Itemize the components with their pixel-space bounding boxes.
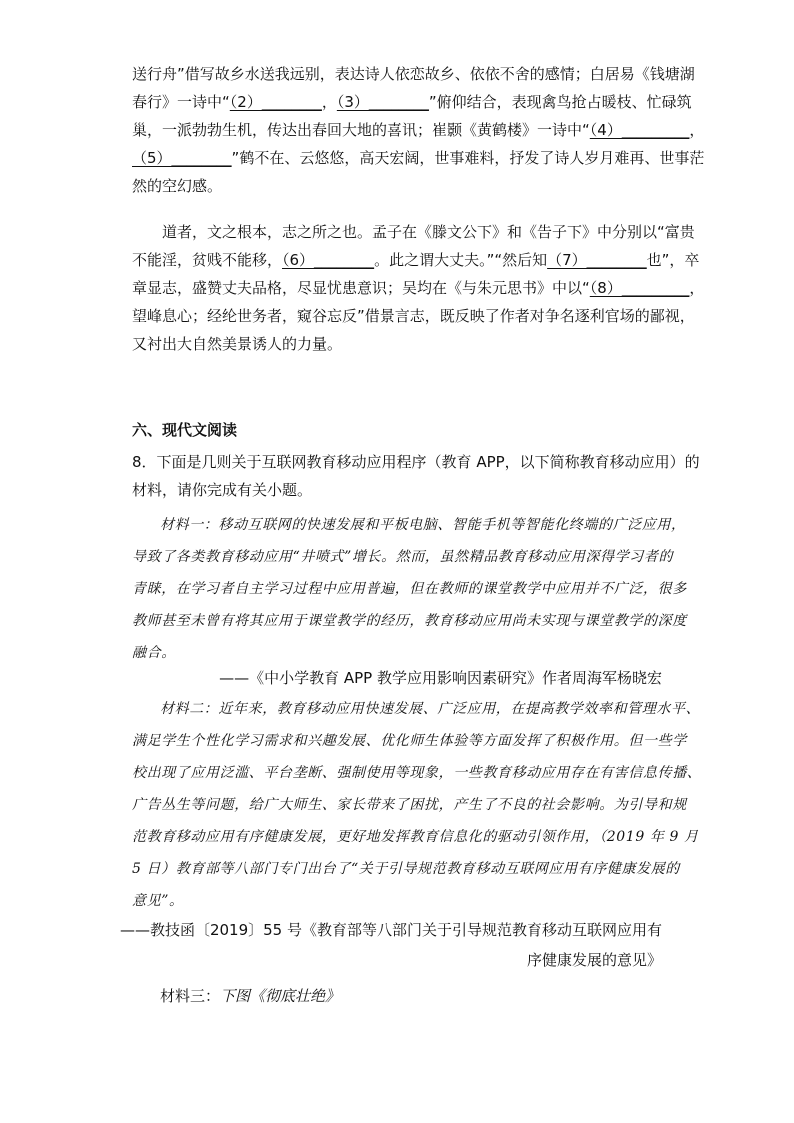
text-run: ， bbox=[321, 93, 337, 111]
text-line: 5 日）教育部等八部门专门出台了“关于引导规范教育移动互联网应用有序健康发展的 bbox=[132, 861, 680, 877]
material-two bbox=[132, 693, 702, 917]
text-line: 材料，请你完成有关小题。 bbox=[132, 481, 313, 499]
text-line: 材料二：近年来，教育移动应用快速发展、广泛应用，在提高教学效率和管理水平、 bbox=[160, 701, 701, 717]
text-line: 意见”。 bbox=[132, 893, 184, 909]
material-one-source: ——《中小学教育 APP 教学应用影响因素研究》作者周海军杨晓宏 bbox=[219, 669, 662, 687]
blank-2: （2）________ bbox=[229, 93, 322, 111]
text-run: ， bbox=[689, 279, 705, 297]
text-line: 范教育移动应用有序健康发展，更好地发挥教育信息化的驱动引领作用，（2019 年 9 月 bbox=[132, 829, 699, 845]
text-line: 然的空幻感。 bbox=[132, 177, 223, 195]
text-line: 又衬出大自然美景诱人的力量。 bbox=[132, 335, 343, 353]
text-line: 望峰息心；经纶世务者，窥谷忘反”借景言志，既反映了作者对争名逐利官场的鄙视， bbox=[132, 307, 695, 325]
text-line: 广告丛生等问题，给广大师生、家长带来了困扰，产生了不良的社会影响。为引导和规 bbox=[132, 797, 687, 813]
text-run: 不能淫，贫贱不能移， bbox=[132, 251, 283, 269]
text-run: 春行》一诗中“ bbox=[132, 93, 230, 111]
text-run: ”俯仰结合，表现禽鸟抢占暖枝、忙碌筑 bbox=[428, 93, 692, 111]
blank-8: （8）_________ bbox=[589, 279, 690, 297]
text-line: 8．下面是几则关于互联网教育移动应用程序（教育 APP，以下简称教育移动应用）的 bbox=[132, 453, 700, 471]
text-line: 校出现了应用泛滥、平台垄断、强制使用等现象，一些教育移动应用存在有害信息传播、 bbox=[132, 765, 702, 781]
blank-6: （6）________ bbox=[282, 251, 375, 269]
text-line bbox=[132, 144, 705, 172]
text-line: 融合。 bbox=[132, 645, 176, 661]
blank-3: （3）________ bbox=[336, 93, 429, 111]
text-line bbox=[132, 116, 705, 144]
text-line: 教师甚至未曾有将其应用于课堂教学的经历，教育移动应用尚未实现与课堂教学的深度 bbox=[132, 613, 687, 629]
text-line bbox=[132, 274, 705, 302]
blank-5: （5）________ bbox=[132, 149, 232, 167]
question-intro bbox=[132, 448, 700, 504]
text-line: 青睐，在学习者自主学习过程中应用普遍，但在教师的课堂教学中应用并不广泛，很多 bbox=[132, 581, 687, 597]
text-line: 送行舟”借写故乡水送我远别，表达诗人依恋故乡、依依不舍的感情；白居易《钱塘湖 bbox=[132, 65, 695, 83]
material-three-caption: 下图《彻底壮绝》 bbox=[220, 987, 341, 1005]
material-two-source-line2: 序健康发展的意见》 bbox=[526, 951, 662, 969]
text-line: 满足学生个性化学习需求和兴趣发展、优化师生体验等方面发挥了积极作用。但一些学 bbox=[132, 733, 687, 749]
text-line bbox=[132, 88, 692, 116]
section-title: 六、现代文阅读 bbox=[132, 421, 238, 439]
text-line: 材料一：移动互联网的快速发展和平板电脑、智能手机等智能化终端的广泛应用， bbox=[160, 517, 686, 533]
text-run: ”鹤不在、云悠悠，高天宏阔，世事难料，抒发了诗人岁月难再、世事茫 bbox=[231, 149, 705, 167]
text-line: 道者，文之根本，志之所之也。孟子在《滕文公下》和《告子下》中分别以“富贵 bbox=[162, 223, 695, 241]
blank-4: （4）_________ bbox=[589, 121, 690, 139]
text-line bbox=[132, 246, 700, 274]
text-run: 也”，卒 bbox=[646, 251, 700, 269]
material-three-label: 材料三： bbox=[160, 987, 221, 1005]
blank-7: （7）________ bbox=[547, 251, 647, 269]
text-run: 。此之谓大丈夫。”“然后知 bbox=[374, 251, 548, 269]
poem-paragraph bbox=[132, 60, 705, 200]
material-two-source-line1: ——教技函〔2019〕55 号《教育部等八部门关于引导规范教育移动互联网应用有 bbox=[119, 921, 662, 939]
text-line: 导致了各类教育移动应用“井喷式”增长。然而，虽然精品教育移动应用深得学习者的 bbox=[132, 549, 674, 565]
text-run: 章显志，盛赞丈夫品格，尽显忧患意识；吴均在《与朱元思书》中以“ bbox=[132, 279, 590, 297]
material-one bbox=[132, 509, 687, 669]
text-run: 巢，一派勃勃生机，传达出春回大地的喜讯；崔颢《黄鹤楼》一诗中“ bbox=[132, 121, 590, 139]
dao-paragraph bbox=[132, 218, 705, 358]
text-run: ， bbox=[689, 121, 705, 139]
material-three bbox=[160, 982, 340, 1010]
